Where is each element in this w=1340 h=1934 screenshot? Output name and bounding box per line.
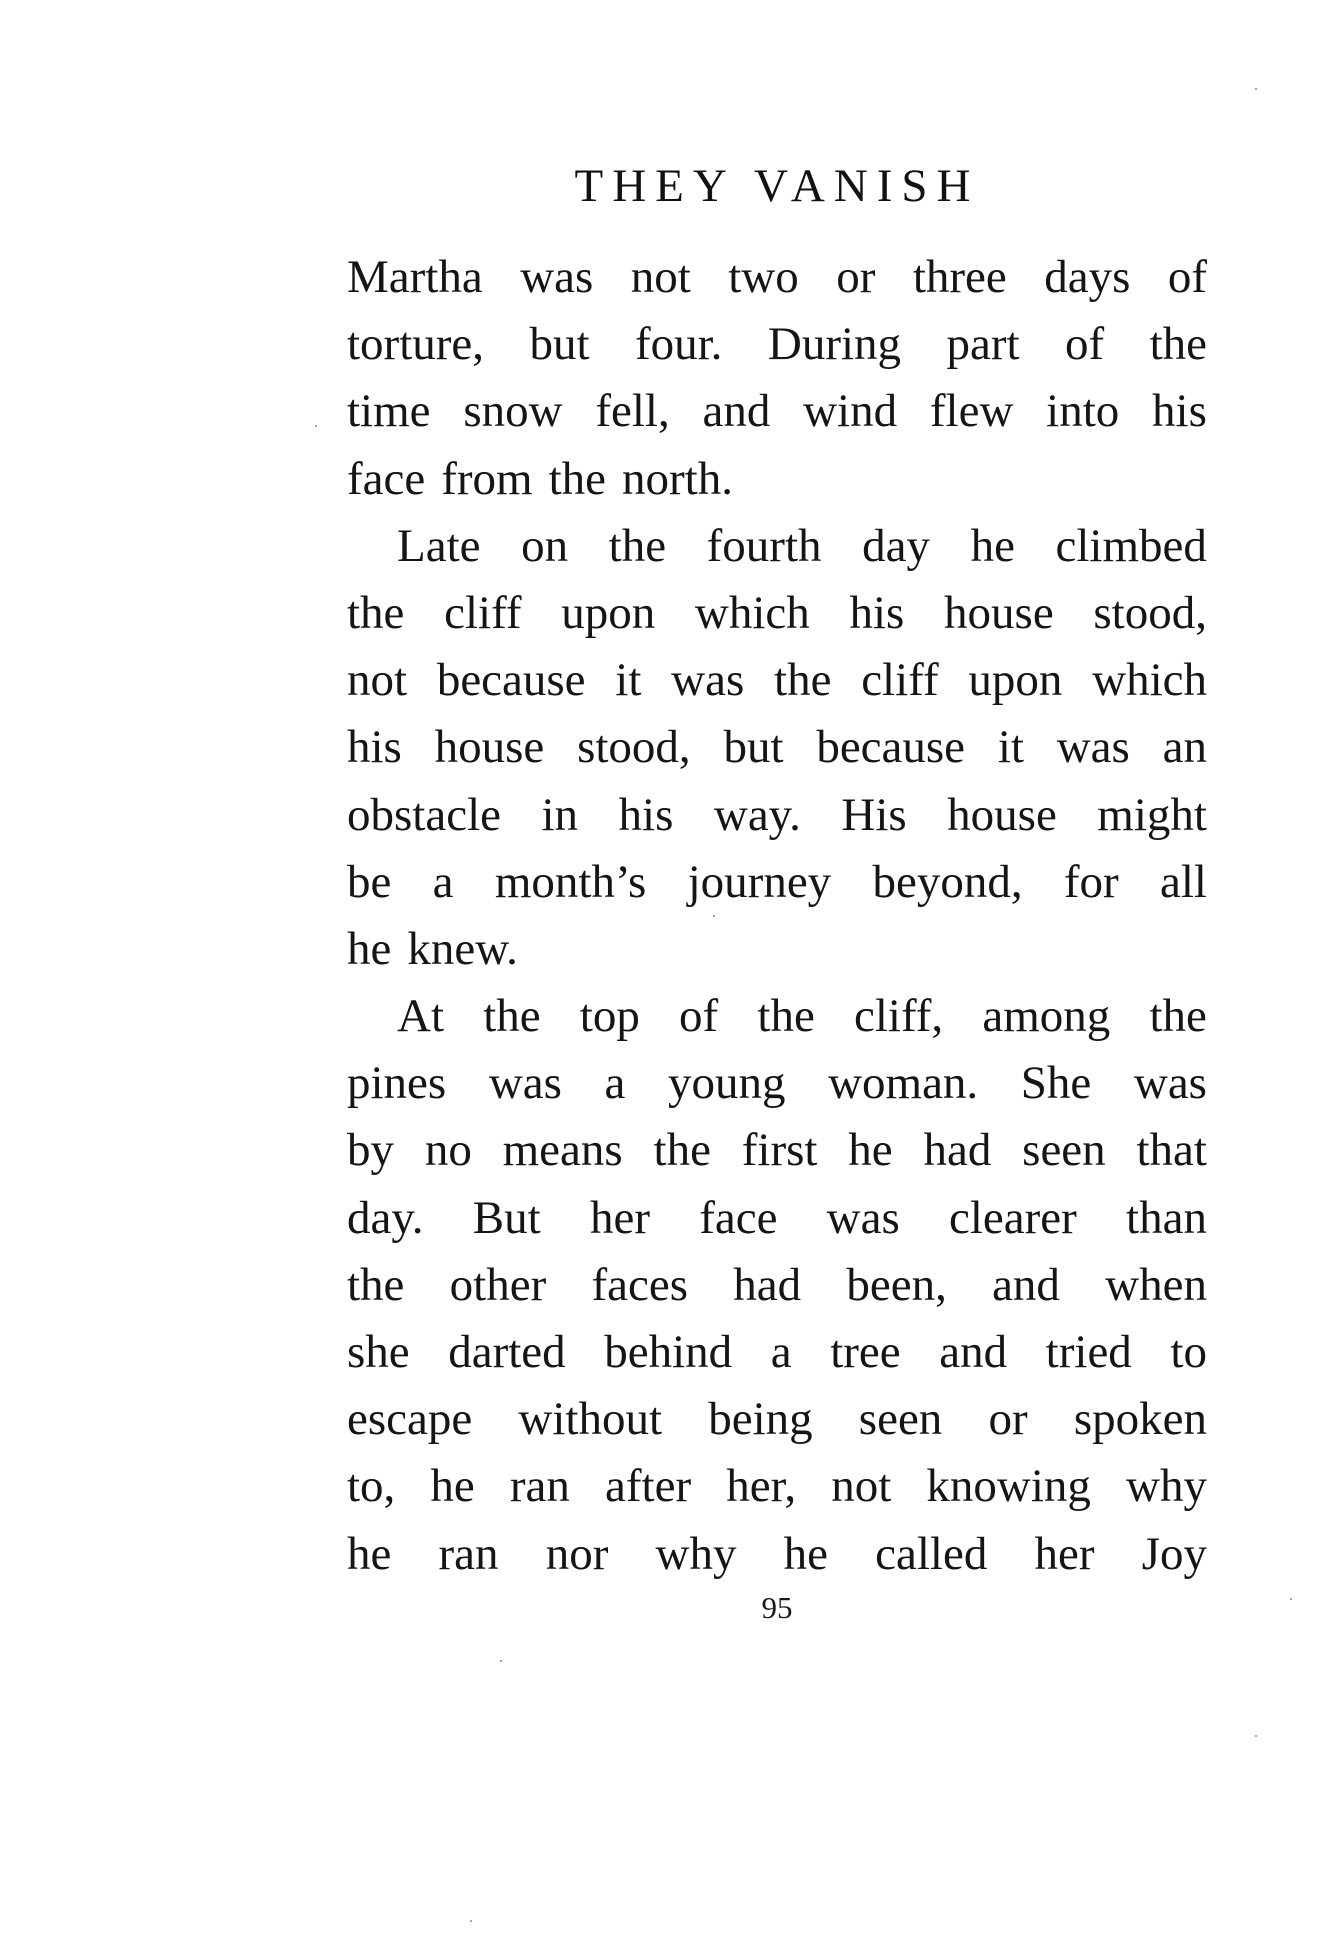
word: of	[679, 990, 719, 1043]
word: after	[605, 1460, 692, 1513]
word: fell,	[595, 385, 670, 438]
word: tried	[1045, 1326, 1132, 1378]
word: young	[667, 1057, 786, 1110]
word: but	[723, 721, 784, 774]
word: was	[1133, 1057, 1207, 1110]
word: ran	[438, 1527, 499, 1580]
text-line	[347, 1319, 1207, 1386]
word: the	[608, 519, 667, 572]
text-line	[347, 513, 1207, 580]
word: At	[397, 990, 444, 1043]
word: the	[1149, 318, 1207, 371]
word: climbed	[1055, 519, 1207, 572]
word: he	[430, 1460, 475, 1513]
print-speck	[500, 1660, 502, 1662]
word: when	[1105, 1258, 1207, 1311]
text-line	[347, 1185, 1207, 1252]
word: for	[1063, 855, 1119, 908]
text-line	[347, 1521, 1207, 1588]
word: days	[1044, 251, 1131, 303]
word: of	[1167, 251, 1207, 303]
word: called	[875, 1527, 988, 1580]
text-line	[347, 849, 1207, 916]
word: without	[518, 1393, 663, 1446]
print-speck	[470, 1920, 472, 1922]
word: face	[699, 1191, 778, 1244]
word: His	[841, 788, 907, 841]
word: three	[912, 251, 1007, 303]
word: spoken	[1073, 1393, 1207, 1446]
word: a	[770, 1326, 792, 1378]
word: by	[347, 1124, 394, 1177]
word: her	[1034, 1527, 1095, 1580]
word: not	[347, 654, 408, 707]
word: upon	[968, 654, 1063, 707]
word: the	[548, 452, 607, 505]
word: why	[655, 1527, 737, 1580]
word: knowing	[926, 1460, 1091, 1513]
word: But	[472, 1191, 541, 1244]
word: his	[347, 721, 402, 774]
word: day	[862, 519, 930, 572]
text-line	[347, 1453, 1207, 1520]
word: faces	[591, 1258, 688, 1311]
print-speck	[1255, 88, 1257, 90]
word: she	[347, 1326, 410, 1378]
word: beyond,	[872, 855, 1023, 908]
word: which	[694, 586, 810, 639]
word: darted	[448, 1326, 566, 1378]
word: which	[1092, 654, 1207, 707]
print-speck	[1290, 1598, 1292, 1600]
word: Late	[397, 519, 481, 572]
print-speck	[1255, 1735, 1257, 1737]
word: face	[347, 452, 426, 505]
word: to	[1170, 1326, 1207, 1378]
word: Martha	[347, 251, 483, 303]
word: but	[529, 318, 590, 371]
word: or	[836, 251, 876, 303]
word: the	[774, 654, 832, 707]
text-line	[347, 580, 1207, 647]
word: other	[449, 1258, 547, 1311]
text-line	[347, 1252, 1207, 1319]
word: his	[618, 788, 674, 841]
word: woman.	[828, 1057, 979, 1110]
word: not	[630, 251, 691, 303]
word: seen	[1022, 1124, 1106, 1177]
word: wind	[803, 385, 898, 438]
word: had	[733, 1258, 802, 1311]
text-line	[347, 378, 1207, 445]
print-speck	[713, 915, 715, 917]
word: it	[615, 654, 642, 707]
word: an	[1162, 721, 1207, 774]
word: into	[1046, 385, 1120, 438]
word: time	[347, 385, 431, 438]
page-number: 95	[761, 1590, 793, 1625]
word: stood,	[1093, 586, 1207, 639]
word: fourth	[706, 519, 822, 572]
word: the	[757, 990, 815, 1043]
word: a	[604, 1057, 626, 1110]
word: his	[1152, 385, 1207, 438]
word: torture,	[347, 318, 485, 371]
word: cliff	[861, 654, 939, 707]
word: She	[1020, 1057, 1092, 1110]
word: two	[728, 251, 799, 303]
word: cliff	[444, 586, 522, 639]
word: in	[541, 788, 579, 841]
word: snow	[463, 385, 563, 438]
text-line	[347, 983, 1207, 1050]
word: part	[946, 318, 1020, 371]
text-line	[347, 916, 1207, 983]
word: he	[347, 1527, 392, 1580]
word: because	[816, 721, 966, 774]
word: the	[483, 990, 541, 1043]
word: the	[653, 1124, 711, 1177]
word: flew	[929, 385, 1014, 438]
word: way.	[713, 788, 801, 841]
word: was	[826, 1191, 900, 1244]
text-line	[347, 311, 1207, 378]
word: upon	[561, 586, 656, 639]
word: day.	[347, 1191, 424, 1244]
word: north.	[622, 452, 733, 505]
word: During	[767, 318, 902, 371]
word: was	[1056, 721, 1130, 774]
word: from	[441, 452, 533, 505]
word: top	[579, 990, 640, 1043]
word: the	[1149, 990, 1207, 1043]
text-line	[347, 647, 1207, 714]
word: Joy	[1141, 1527, 1207, 1580]
word: journey	[687, 855, 832, 908]
word: obstacle	[347, 788, 501, 841]
word: was	[671, 654, 745, 707]
print-speck	[315, 425, 317, 427]
text-line	[347, 1117, 1207, 1184]
word: nor	[545, 1527, 609, 1580]
word: clearer	[949, 1191, 1077, 1244]
word: ran	[509, 1460, 570, 1513]
word: escape	[347, 1393, 473, 1446]
word: among	[982, 990, 1111, 1043]
word: month’s	[494, 855, 647, 908]
text-line	[347, 1386, 1207, 1453]
word: his	[849, 586, 905, 639]
word: house	[434, 721, 545, 774]
word: be	[347, 855, 392, 908]
word: he	[848, 1124, 893, 1177]
running-head: THEY VANISH	[574, 160, 980, 212]
word: to,	[347, 1460, 396, 1513]
word: seen	[858, 1393, 943, 1446]
word: or	[988, 1393, 1028, 1446]
word: house	[947, 788, 1057, 841]
text-line	[347, 1050, 1207, 1117]
word: he	[347, 922, 392, 975]
word: that	[1136, 1124, 1207, 1177]
word: first	[741, 1124, 818, 1177]
word: no	[424, 1124, 472, 1177]
word: than	[1126, 1191, 1207, 1244]
word: means	[502, 1124, 623, 1177]
word: been,	[846, 1258, 947, 1311]
word: had	[923, 1124, 992, 1177]
word: of	[1064, 318, 1105, 371]
word: tree	[830, 1326, 901, 1378]
word: not	[831, 1460, 892, 1513]
word: cliff,	[854, 990, 944, 1043]
word: and	[992, 1258, 1060, 1311]
word: the	[347, 1258, 405, 1311]
word: why	[1126, 1460, 1207, 1513]
word: behind	[604, 1326, 733, 1378]
word: he	[783, 1527, 828, 1580]
word: her,	[726, 1460, 797, 1513]
word: was	[488, 1057, 562, 1110]
word: he	[970, 519, 1015, 572]
word: pines	[347, 1057, 447, 1110]
word: knew.	[407, 922, 518, 975]
word: the	[347, 586, 405, 639]
text-line	[347, 714, 1207, 781]
word: stood,	[577, 721, 691, 774]
text-line	[347, 446, 1207, 513]
word: might	[1097, 788, 1207, 841]
word: and	[702, 385, 771, 438]
word: on	[521, 519, 569, 572]
body-text	[347, 244, 1207, 1588]
word: it	[997, 721, 1024, 774]
word: because	[436, 654, 586, 707]
word: four.	[634, 318, 723, 371]
word: her	[589, 1191, 650, 1244]
text-line	[347, 244, 1207, 311]
text-line	[347, 782, 1207, 849]
word: was	[520, 251, 594, 303]
word: all	[1160, 855, 1207, 908]
word: and	[939, 1326, 1008, 1378]
word: being	[708, 1393, 813, 1446]
word: a	[432, 855, 454, 908]
word: house	[944, 586, 1054, 639]
